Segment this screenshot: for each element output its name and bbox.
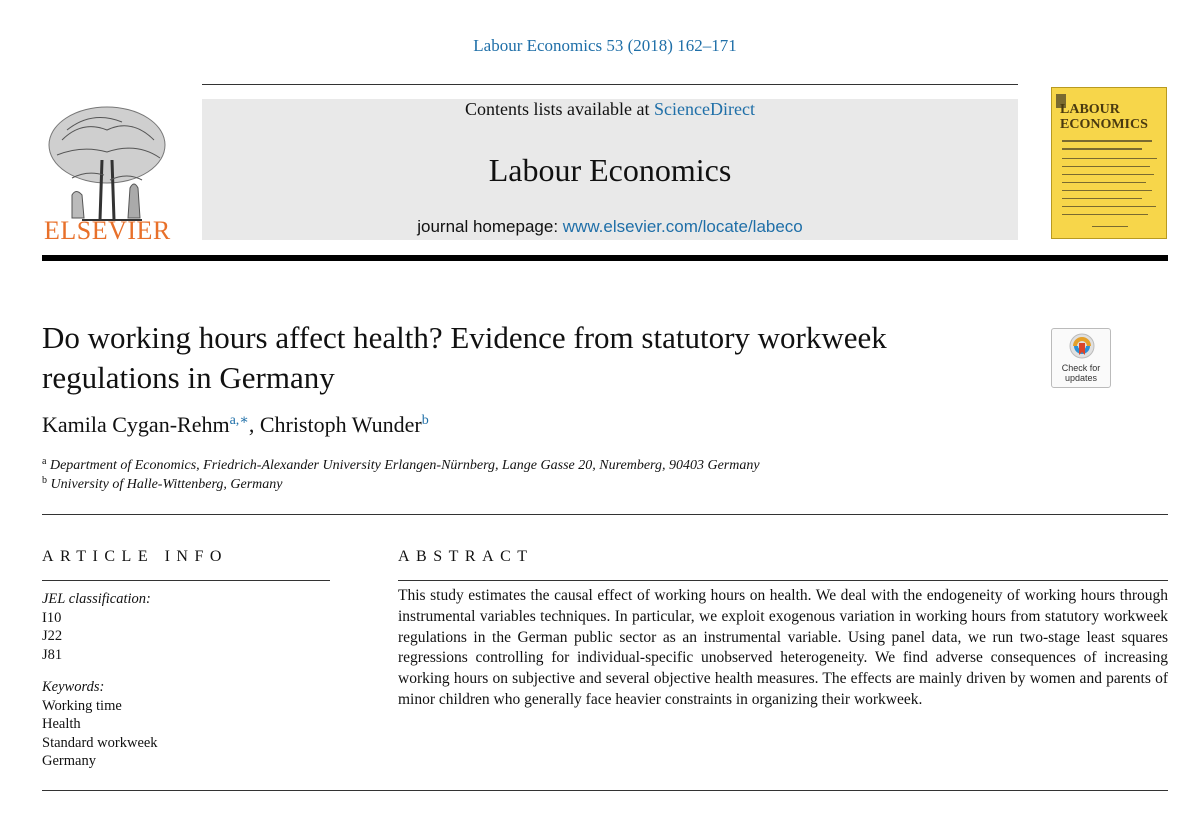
cover-line <box>1062 158 1157 159</box>
jel-label: JEL classification: <box>42 591 151 607</box>
paper-title: Do working hours affect health? Evidence from statutory workweek regulations in Germany <box>42 320 887 395</box>
homepage-prefix: journal homepage: <box>417 217 563 236</box>
check-for-updates-icon <box>1068 333 1096 363</box>
header-rule <box>202 84 1018 85</box>
journal-cover-thumbnail[interactable] <box>1051 87 1167 239</box>
contents-line <box>202 99 1018 120</box>
author-separator: , <box>248 412 260 437</box>
author-list <box>42 412 429 438</box>
masthead-rule <box>42 255 1168 261</box>
cover-line <box>1062 166 1150 167</box>
footer-rule <box>42 790 1168 791</box>
affiliation <box>42 456 760 474</box>
cover-line <box>1062 174 1154 175</box>
keywords <box>42 678 158 771</box>
cover-line <box>1062 140 1152 142</box>
abstract-text: This study estimates the causal effect of working hours on health. We deal with the endogeneity of working hours through instrumental variables techniques. In particular, we exploit exogenous variation in working hours from statutory workweek regulations in the German public sector as an instrumental variable. Using panel data, we run two-stage least squares regressions controlling for individual-specific unobserved heterogeneity. We find adverse consequences of increasing working hours on subjective and several objective health measures. The effects are mainly driven by women and parents of minor children who generally face heavier constraints in organizing their workweek. <box>398 587 1168 708</box>
sciencedirect-link[interactable]: ScienceDirect <box>654 99 755 119</box>
check-for-updates-badge[interactable] <box>1051 328 1111 388</box>
cover-line <box>1062 190 1152 191</box>
affiliation-mark: b <box>42 475 47 486</box>
author-name: Kamila Cygan-Rehm <box>42 412 230 437</box>
journal-title: Labour Economics <box>488 152 732 188</box>
journal-homepage-link[interactable]: www.elsevier.com/locate/labeco <box>562 217 803 236</box>
journal-citation[interactable]: Labour Economics 53 (2018) 162–171 <box>473 36 737 55</box>
cover-line <box>1062 214 1148 215</box>
journal-masthead <box>202 99 1018 240</box>
article-info-heading: ARTICLE INFO <box>42 548 228 565</box>
check-for-updates-label: Check for updates <box>1061 363 1101 383</box>
affiliation-text: University of Halle-Wittenberg, Germany <box>50 477 283 492</box>
cover-line <box>1062 182 1146 183</box>
author-name: Christoph Wunder <box>259 412 422 437</box>
jel-code: I10 <box>42 609 62 626</box>
keyword: Health <box>42 716 81 732</box>
affiliation <box>42 475 282 493</box>
cover-line <box>1092 226 1128 227</box>
keyword: Germany <box>42 753 96 769</box>
author-affiliation-mark[interactable]: b <box>421 413 429 428</box>
affiliation-text: Department of Economics, Friedrich-Alexander University Erlangen-Nürnberg, Lange Gasse 20, Nuremberg, 90403 Germany <box>49 458 760 473</box>
affiliation-mark: a <box>42 456 47 467</box>
elsevier-wordmark: ELSEVIER <box>44 216 171 245</box>
elsevier-logo <box>42 100 172 245</box>
jel-code: J81 <box>42 646 63 663</box>
cover-line <box>1062 206 1156 207</box>
cover-line <box>1062 148 1142 150</box>
jel-code: J22 <box>42 628 63 644</box>
cover-line <box>1062 198 1142 199</box>
abstract-rule <box>398 580 1168 581</box>
jel-classification <box>42 590 151 664</box>
keywords-label: Keywords: <box>42 679 105 695</box>
keyword: Working time <box>42 697 122 714</box>
author-affiliation-mark[interactable]: a,∗ <box>229 413 249 428</box>
abstract-heading: ABSTRACT <box>398 548 534 565</box>
cover-title: LABOUR ECONOMICS <box>1060 102 1148 132</box>
article-info-rule <box>42 580 330 581</box>
section-rule <box>42 514 1168 515</box>
homepage-line <box>202 217 1018 237</box>
contents-prefix: Contents lists available at <box>465 99 654 119</box>
keyword: Standard workweek <box>42 734 158 751</box>
